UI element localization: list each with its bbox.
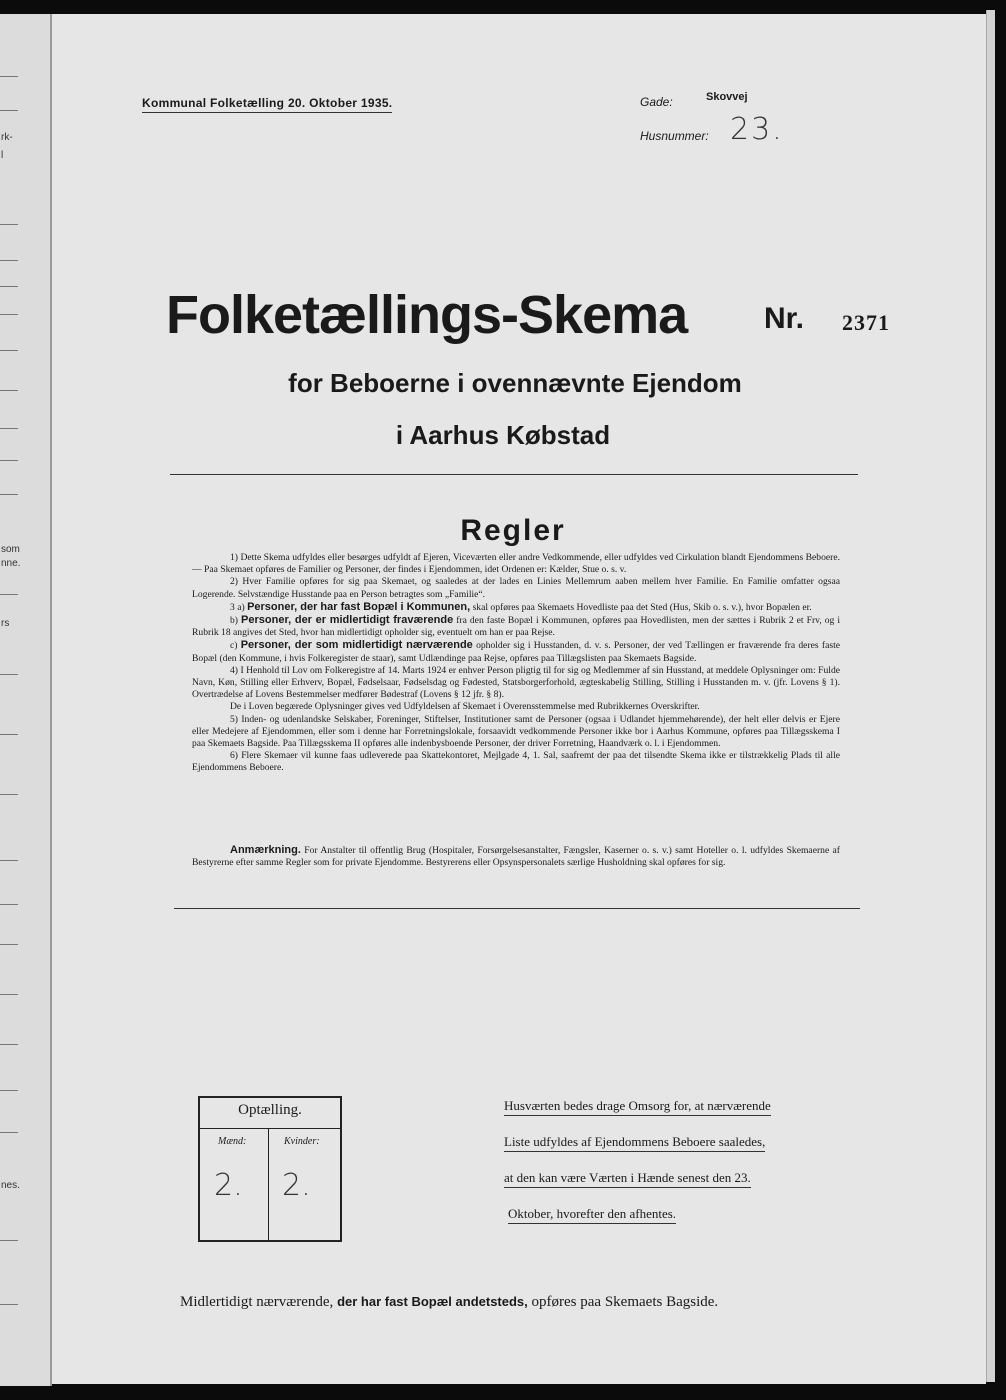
page-fragment: nne. bbox=[1, 558, 21, 569]
count-divider bbox=[268, 1128, 269, 1240]
rule-body: fra den faste Bopæl i Kommunen, opføres paa Hovedlisten, men der sættes i Rubrik 2 et Frv, og i Rubrik 18 angives det Sted, hvor han midlertidigt opholder sig, eventuelt om han er paa Rejse. bbox=[192, 615, 841, 639]
men-label: Mænd: bbox=[218, 1136, 247, 1147]
street-value: Skovvej bbox=[706, 91, 748, 103]
count-title: Optælling. bbox=[238, 1102, 302, 1118]
form-line bbox=[0, 594, 18, 595]
house-number-value: 23. bbox=[730, 112, 784, 147]
form-line bbox=[0, 460, 18, 461]
rule-number: 3 a) bbox=[230, 601, 245, 613]
form-line bbox=[0, 1240, 18, 1241]
rule-heading: Personer, der har fast Bopæl i Kommunen, bbox=[247, 600, 471, 613]
rule-3c bbox=[192, 639, 840, 664]
form-line bbox=[0, 1044, 18, 1045]
page-edge bbox=[986, 10, 995, 1382]
notice-line: Liste udfyldes af Ejendommens Beboere saaledes, bbox=[504, 1134, 765, 1152]
women-count: 2. bbox=[282, 1168, 311, 1203]
form-subtitle: for Beboerne i ovennævnte Ejendom bbox=[288, 368, 742, 398]
notice-line: at den kan være Værten i Hænde senest den 23. bbox=[504, 1170, 751, 1188]
form-line bbox=[0, 286, 18, 287]
remark-label: Anmærkning. bbox=[230, 844, 301, 856]
rule-number: c) bbox=[230, 640, 238, 652]
rule-4-note: De i Loven begærede Oplysninger gives ved Udfyldelsen af Skemaet i Overensstemmelse med Rubrikkernes Overskrifter. bbox=[230, 701, 700, 713]
form-number-label: Nr. bbox=[764, 302, 805, 335]
rule-heading: Personer, der er midlertidigt fraværende bbox=[241, 614, 454, 627]
form-line bbox=[0, 994, 18, 995]
form-line bbox=[0, 674, 18, 675]
rule-3b bbox=[192, 614, 840, 639]
form-line bbox=[0, 110, 18, 111]
rule-number: b) bbox=[230, 615, 238, 627]
notice-line: Oktober, hvorefter den afhentes. bbox=[508, 1206, 676, 1224]
rules-text bbox=[192, 552, 840, 775]
page-fragment: l bbox=[1, 150, 4, 161]
form-line bbox=[0, 494, 18, 495]
rule-4: 4) I Henhold til Lov om Folkeregistre af 14. Marts 1924 er enhver Person pligtig til for sig og Medlemmer af sin Husstand, at meddele Oplysninger om: Fulde Navn, Køn, Stilling eller Erhverv, Bopæl, Fødselsaar, Fødselsdag og Fødested, Statsborgerforhold, ægteskabelig Stilling, Stilling i Husstanden m. v. (jfr. Lovens § 1). Overtrædelse af Lovens Bestemmelser medfører Bødestraf (Lovens § 12 jfr. § 8). bbox=[192, 664, 840, 701]
street-label: Gade: bbox=[640, 95, 673, 109]
form-line bbox=[0, 860, 18, 861]
page-fragment: som bbox=[1, 544, 20, 555]
notice-line: Husværten bedes drage Omsorg for, at nærværende bbox=[504, 1098, 771, 1116]
form-line bbox=[0, 76, 18, 77]
rule-3a bbox=[192, 601, 840, 614]
form-line bbox=[0, 904, 18, 905]
women-label: Kvinder: bbox=[284, 1136, 320, 1147]
page-fragment: nes. bbox=[1, 1180, 20, 1191]
footer-emphasis: der har fast Bopæl andetsteds, bbox=[337, 1294, 528, 1309]
count-divider bbox=[200, 1128, 340, 1129]
form-line bbox=[0, 224, 18, 225]
divider bbox=[174, 908, 860, 909]
remark-text: For Anstalter til offentlig Brug (Hospitaler, Forsørgelsesanstalter, Fængsler, Kaserner o. s. v.) samt Hoteller o. l. udfyldes Skemaerne af Bestyrerne efter samme Regler som for private Ejendomme. Bestyrerens eller Opsynspersonalets særlige Husholdning skal opføres for sig. bbox=[192, 845, 840, 869]
page-fragment: rk- bbox=[1, 132, 13, 143]
rule-5: 5) Inden- og udenlandske Selskaber, Foreninger, Stiftelser, Institutioner samt de Personer (ogsaa i Udlandet hjemmehørende), der helt eller delvis er Ejere eller Medejere af Ejendommen, eller som i denne har Forretningslokale, forsaavidt vedkommende Personer ikke bor i Aarhus Kommune, opføres paa Tillægsskema I paa Skemaets Bagside. Paa Tillægsskema II opføres alle indenbysboende Personer, der driver Forretning, Haandværk o. l. i Ejendommen. bbox=[192, 713, 840, 750]
form-line bbox=[0, 350, 18, 351]
house-number-label: Husnummer: bbox=[640, 129, 709, 143]
form-line bbox=[0, 260, 18, 261]
adjacent-page-strip bbox=[0, 14, 52, 1386]
form-line bbox=[0, 1090, 18, 1091]
census-heading: Kommunal Folketælling 20. Oktober 1935. bbox=[142, 96, 392, 113]
divider bbox=[170, 474, 858, 475]
form-line bbox=[0, 1132, 18, 1133]
form-number-value: 2371 bbox=[842, 310, 890, 335]
footer-text: opføres paa Skemaets Bagside. bbox=[531, 1294, 719, 1310]
form-line bbox=[0, 944, 18, 945]
rule-heading: Personer, der som midlertidigt nærværende bbox=[240, 639, 473, 652]
form-title: Folketællings-Skema bbox=[166, 285, 688, 345]
rule-body: opholder sig i Husstanden, d. v. s. Personer, der ved Tællingen er fraværende fra deres faste Bopæl (den Kommune, i hvis Folkeregister de staar), samt Udlændinge paa Rejse, opføres paa Tillægslisten paa Skemaets Bagside. bbox=[192, 640, 840, 664]
form-line bbox=[0, 734, 18, 735]
remark bbox=[192, 844, 840, 870]
rule-1: 1) Dette Skema udfyldes eller besørges udfyldt af Ejeren, Viceværten eller andre Vedkommende, eller udfyldes ved Cirkulation blandt Ejendommens Beboere. — Paa Skemaet opføres de Familier og Personer, der findes i Ejendommen, idet Ordenen er: Kælder, Stue o. s. v. bbox=[192, 552, 840, 576]
form-line bbox=[0, 314, 18, 315]
form-line bbox=[0, 1304, 18, 1305]
rules-heading: Regler bbox=[460, 514, 566, 547]
footer-note bbox=[180, 1294, 718, 1311]
remark-paragraph bbox=[192, 844, 840, 870]
form-location: i Aarhus Købstad bbox=[395, 420, 611, 450]
form-line bbox=[0, 794, 18, 795]
page-fragment: rs bbox=[1, 618, 10, 629]
footer-text: Midlertidigt nærværende, bbox=[180, 1294, 334, 1310]
count-box bbox=[198, 1096, 342, 1242]
rule-6: 6) Flere Skemaer vil kunne faas udleverede paa Skattekontoret, Mejlgade 4, 1. Sal, saafremt der paa det tilsendte Skema ikke er tilstrækkelig Plads til alle Ejendommens Beboere. bbox=[192, 750, 840, 774]
rule-2: 2) Hver Familie opføres for sig paa Skemaet, og saaledes at der lades en Linies Mellemrum aaben mellem hver Familie. En Familie omfatter ogsaa Logerende. Selvstændige Husstande paa en Person betragtes som „Familie“. bbox=[192, 576, 840, 600]
rule-body: skal opføres paa Skemaets Hovedliste paa det Sted (Hus, Skib o. s. v.), hvor Bopælen er. bbox=[472, 601, 812, 613]
men-count: 2. bbox=[214, 1168, 243, 1203]
